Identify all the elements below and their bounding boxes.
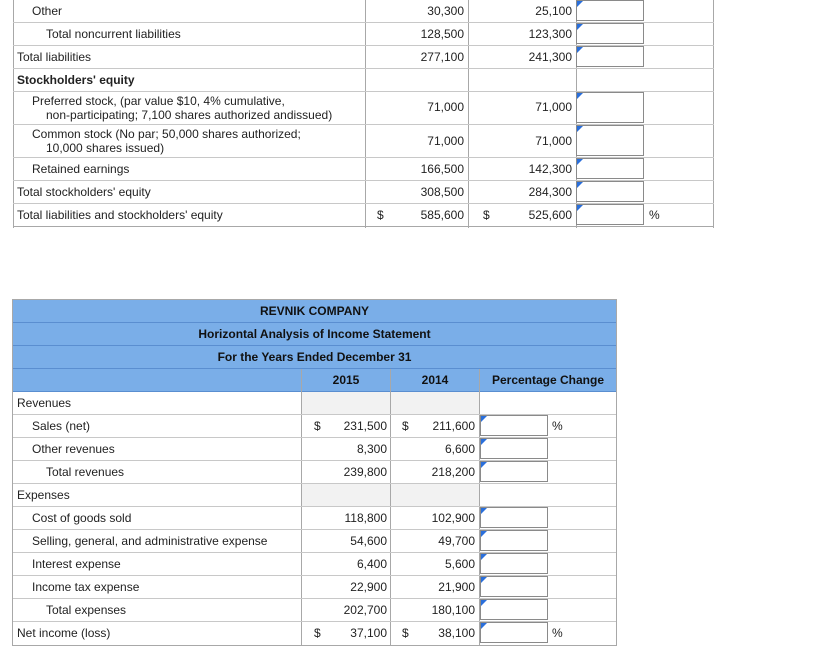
bs-2015-total-liabilities: 277,100 xyxy=(420,50,464,64)
is-2015-net-income: 37,100 xyxy=(350,626,387,640)
is-label-sales: Sales (net) xyxy=(32,419,91,433)
is-cur-2015-sales: $ xyxy=(314,419,321,433)
bs-2015-total-noncurrent: 128,500 xyxy=(420,27,464,41)
bs-pct-input-other[interactable] xyxy=(576,0,644,21)
is-2014-net-income: 38,100 xyxy=(438,626,475,640)
bs-2014-retained: 142,300 xyxy=(528,162,572,176)
is-label-interest: Interest expense xyxy=(32,557,121,571)
is-pct-input-income-tax[interactable] xyxy=(480,576,548,597)
is-label-total-revenues: Total revenues xyxy=(46,465,125,479)
bs-label-retained: Retained earnings xyxy=(32,162,130,176)
bs-label-common-1: Common stock (No par; 50,000 shares authorized; xyxy=(32,127,301,141)
bs-pct-input-preferred[interactable] xyxy=(576,92,644,123)
bs-pct-input-total-se[interactable] xyxy=(576,181,644,202)
bs-label-total-l-se: Total liabilities and stockholders' equity xyxy=(17,208,223,222)
is-pct-input-total-expenses[interactable] xyxy=(480,599,548,620)
bs-2014-total-noncurrent: 123,300 xyxy=(528,27,572,41)
bs-2014-other: 25,100 xyxy=(535,4,572,18)
bs-2015-common: 71,000 xyxy=(427,134,464,148)
bs-label-preferred-1: Preferred stock, (par value $10, 4% cumulative, xyxy=(32,94,285,108)
is-section-expenses: Expenses xyxy=(17,488,70,502)
is-2015-income-tax: 22,900 xyxy=(350,580,387,594)
is-pct-sign-net-income: % xyxy=(552,626,563,640)
header-percentage-change: Percentage Change xyxy=(480,369,616,392)
is-2015-other-revenues: 8,300 xyxy=(356,442,387,456)
statement-title: Horizontal Analysis of Income Statement xyxy=(13,323,616,346)
bs-2014-preferred: 71,000 xyxy=(535,100,572,114)
bs-pct-input-total-noncurrent[interactable] xyxy=(576,23,644,44)
is-pct-sign-sales: % xyxy=(552,419,563,433)
bs-label-common-2: 10,000 shares issued) xyxy=(46,141,165,155)
bs-pct-input-retained[interactable] xyxy=(576,158,644,179)
is-2014-sales: 211,600 xyxy=(432,419,475,433)
is-2014-total-expenses: 180,100 xyxy=(431,603,475,617)
bs-2014-total-l-se: 525,600 xyxy=(528,208,572,222)
is-label-total-expenses: Total expenses xyxy=(46,603,127,617)
bs-2015-retained: 166,500 xyxy=(420,162,464,176)
is-pct-input-other-revenues[interactable] xyxy=(480,438,548,459)
statement-period: For the Years Ended December 31 xyxy=(13,346,616,369)
is-pct-input-total-revenues[interactable] xyxy=(480,461,548,482)
is-pct-input-sga[interactable] xyxy=(480,530,548,551)
header-label-blank xyxy=(13,369,301,392)
is-pct-input-cogs[interactable] xyxy=(480,507,548,528)
is-2015-sales: 231,500 xyxy=(343,419,387,433)
header-2015: 2015 xyxy=(302,369,390,392)
is-2014-interest: 5,600 xyxy=(444,557,475,571)
bs-section-stockholders-equity: Stockholders' equity xyxy=(17,73,135,87)
is-2015-total-expenses: 202,700 xyxy=(343,603,387,617)
is-pct-input-sales[interactable] xyxy=(480,415,548,436)
is-2014-income-tax: 21,900 xyxy=(438,580,475,594)
is-2014-cogs: 102,900 xyxy=(431,511,475,525)
company-name: REVNIK COMPANY xyxy=(13,300,616,323)
bs-pct-input-total-liabilities[interactable] xyxy=(576,46,644,67)
bs-pct-input-common[interactable] xyxy=(576,125,644,156)
is-cur-2014-net: $ xyxy=(402,626,409,640)
is-2015-sga: 54,600 xyxy=(350,534,387,548)
bs-2015-preferred: 71,000 xyxy=(427,100,464,114)
bs-cur-2014-total: $ xyxy=(483,208,490,222)
is-pct-input-interest[interactable] xyxy=(480,553,548,574)
is-2014-sga: 49,700 xyxy=(438,534,475,548)
is-2015-interest: 6,400 xyxy=(356,557,387,571)
is-label-sga: Selling, general, and administrative expense xyxy=(32,534,268,548)
bs-pct-input-total-l-se[interactable] xyxy=(576,204,644,225)
is-pct-input-net-income[interactable] xyxy=(480,622,548,643)
header-2014: 2014 xyxy=(391,369,479,392)
bs-2014-total-liabilities: 241,300 xyxy=(528,50,572,64)
bs-label-other: Other xyxy=(32,4,63,18)
is-2015-total-revenues: 239,800 xyxy=(343,465,387,479)
is-label-net-income: Net income (loss) xyxy=(17,626,111,640)
bs-pct-sign-total: % xyxy=(649,208,660,222)
is-section-revenues: Revenues xyxy=(17,396,72,410)
bs-2014-common: 71,000 xyxy=(535,134,572,148)
bs-cur-2015-total: $ xyxy=(377,208,384,222)
bs-2015-total-se: 308,500 xyxy=(420,185,464,199)
bs-label-total-se: Total stockholders' equity xyxy=(17,185,151,199)
bs-label-preferred-2: non-participating; 7,100 shares authorized andissued) xyxy=(46,108,333,122)
is-label-other-revenues: Other revenues xyxy=(32,442,115,456)
bs-2015-total-l-se: 585,600 xyxy=(420,208,464,222)
is-2014-other-revenues: 6,600 xyxy=(444,442,475,456)
is-2014-total-revenues: 218,200 xyxy=(431,465,475,479)
is-2015-cogs: 118,800 xyxy=(344,511,387,525)
is-cur-2015-net: $ xyxy=(314,626,321,640)
is-cur-2014-sales: $ xyxy=(402,419,409,433)
is-label-cogs: Cost of goods sold xyxy=(32,511,132,525)
bs-2014-total-se: 284,300 xyxy=(528,185,572,199)
bs-label-total-noncurrent: Total noncurrent liabilities xyxy=(46,27,181,41)
is-label-income-tax: Income tax expense xyxy=(32,580,140,594)
bs-label-total-liabilities: Total liabilities xyxy=(17,50,92,64)
bs-2015-other: 30,300 xyxy=(427,4,464,18)
